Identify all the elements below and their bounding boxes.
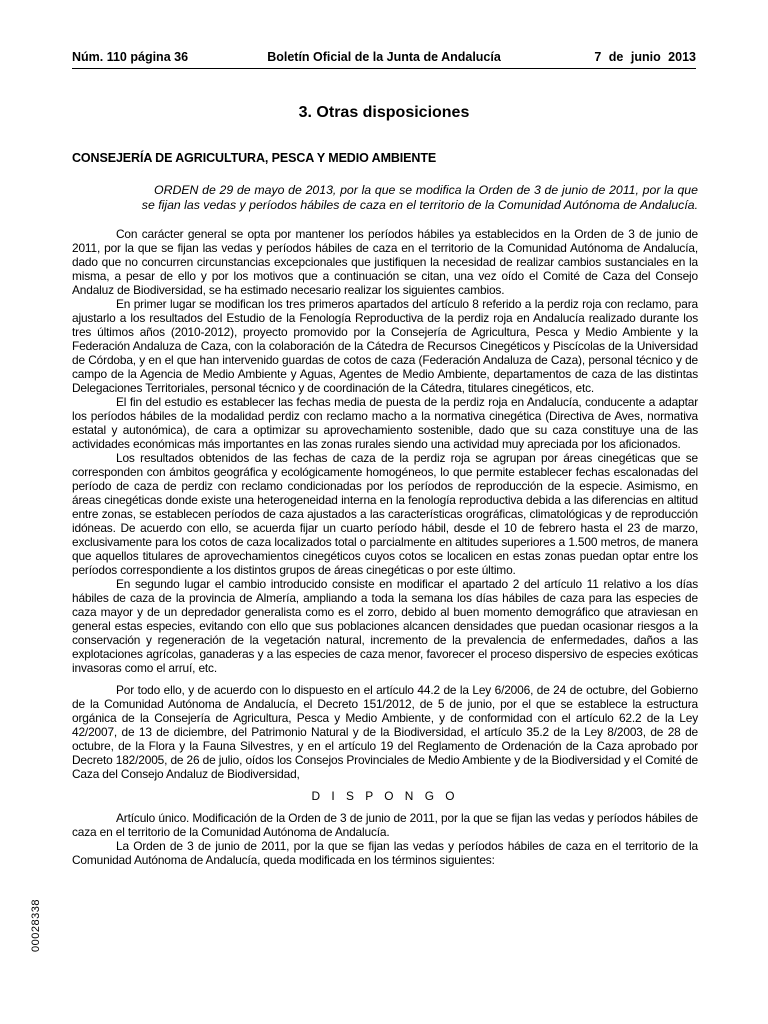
decree-heading: D I S P O N G O bbox=[311, 789, 459, 803]
side-code-container bbox=[30, 899, 44, 1012]
document-code: 00028338 bbox=[30, 899, 42, 952]
paragraph: Con carácter general se opta por mantener los períodos hábiles ya establecidos en la Orden de 3 de junio de 2011, por la que se fijan las vedas y períodos hábiles de caza en el territorio de la Comunidad Autónoma de Andalucía, dado que no concurren circunstancias excepcionales que justifiquen la necesidad de realizar cambios sustanciales en la misma, a pesar de ello y por los motivos que a continuación se citan, una vez oído el Comité de Caza del Consejo Andaluz de Biodiversidad, se ha estimado necesario realizar los siguientes cambios. bbox=[72, 227, 698, 297]
paragraph: Los resultados obtenidos de las fechas de caza de la perdiz roja se agrupan por áreas cinegéticas que se corresponden con ámbitos geográfica y ecológicamente homogéneos, lo que permite establecer fechas escalonadas del período de caza de perdiz con reclamo condicionadas por los períodos de reproducción de la especie. Asimismo, en áreas cinegéticas donde existe una heterogeneidad interna en la fenología reproductiva debida a las diferencias en altitud entre zonas, se establecen períodos de caza ajustados a las características orográficas, climatológicas y de reproducción idóneas. De acuerdo con ello, se acuerda fijar un cuarto período hábil, desde el 10 de febrero hasta el 23 de marzo, exclusivamente para los cotos de caza localizados total o parcialmente en altitudes superiores a 1.500 metros, de manera que aquellos titulares de aprovechamientos cinegéticos cuyos cotos se localicen en estas zonas puedan optar entre los períodos correspondiente a los distintos grupos de áreas cinegéticas o por este último. bbox=[72, 451, 698, 577]
document-body bbox=[72, 227, 698, 867]
paragraph: Por todo ello, y de acuerdo con lo dispuesto en el artículo 44.2 de la Ley 6/2006, de 24 de octubre, del Gobierno de la Comunidad Autónoma de Andalucía, el Decreto 151/2012, de 5 de junio, por el que se establece la estructura orgánica de la Consejería de Agricultura, Pesca y Medio Ambiente, y de conformidad con el artículo 62.2 de la Ley 42/2007, de 13 de diciembre, del Patrimonio Natural y de la Biodiversidad, el artículo 35.2 de la Ley 8/2003, de 28 de octubre, de la Flora y la Fauna Silvestres, y en el artículo 19 del Reglamento de Ordenación de la Caza aprobado por Decreto 182/2005, de 26 de julio, oídos los Consejos Provinciales de Medio Ambiente y de la Biodiversidad y el Comité de Caza del Consejo Andaluz de Biodiversidad, bbox=[72, 683, 698, 781]
department-heading: CONSEJERÍA DE AGRICULTURA, PESCA Y MEDIO AMBIENTE bbox=[72, 151, 437, 165]
section-title: 3. Otras disposiciones bbox=[298, 104, 470, 121]
page-header bbox=[72, 50, 696, 69]
order-title: ORDEN de 29 de mayo de 2013, por la que se modifica la Orden de 3 de junio de 2011, por la que se fijan las vedas y períodos hábiles de caza en el territorio de la Comunidad Autónoma de Andalucía. bbox=[141, 183, 698, 212]
paragraph: En segundo lugar el cambio introducido consiste en modificar el apartado 2 del artículo 11 relativo a los días hábiles de caza de la provincia de Almería, ampliando a toda la semana los días hábiles de caza para las especies de caza mayor y de un depredador generalista como es el zorro, debido al buen momento demográfico que atraviesan en general estas especies, evitando con ello que sus poblaciones alcancen densidades que puedan ocasionar riesgos a la conservación y regeneración de la vegetación natural, incremento de la prevalencia de enfermedades, daños a las explotaciones agrícolas, ganaderas y a las especies de caza menor, favorecer el proceso dispersivo de especies exóticas invasoras como el arruí, etc. bbox=[72, 577, 698, 675]
publication-date: 7 de junio 2013 bbox=[594, 50, 696, 64]
article-paragraph: La Orden de 3 de junio de 2011, por la que se fijan las vedas y períodos hábiles de caza en el territorio de la Comunidad Autónoma de Andalucía, queda modificada en los términos siguientes: bbox=[72, 839, 698, 867]
article-paragraph: Artículo único. Modificación de la Orden de 3 de junio de 2011, por la que se fijan las vedas y períodos hábiles de caza en el territorio de la Comunidad Autónoma de Andalucía. bbox=[72, 811, 698, 839]
paragraph: En primer lugar se modifican los tres primeros apartados del artículo 8 referido a la perdiz roja con reclamo, para ajustarlo a los resultados del Estudio de la Fenología Reproductiva de la perdiz roja en Andalucía realizado durante los tres últimos años (2010-2012), proyecto promovido por la Consejería de Agricultura, Pesca y Medio Ambiente y la Federación Andaluza de Caza, con la colaboración de la Cátedra de Recursos Cinegéticos y Piscícolas de la Universidad de Córdoba, y en el que han intervenido guardas de cotos de caza (Federación Andaluza de Caza), personal técnico y de campo de la Agencia de Medio Ambiente y Aguas, Agentes de Medio Ambiente, departamentos de caza de las distintas Delegaciones Territoriales, personal técnico y de coordinación de la Cátedra, titulares cinegéticos, etc. bbox=[72, 297, 698, 395]
issue-page-number: Núm. 110 página 36 bbox=[72, 50, 189, 64]
paragraph: El fin del estudio es establecer las fechas media de puesta de la perdiz roja en Andalucía, conducente a adaptar los períodos hábiles de la modalidad perdiz con reclamo macho a la normativa cinegética (Directiva de Aves, normativa estatal y autonómica), de cara a optimizar su aprovechamiento sostenible, dado que su caza constituye una de las actividades económicas más importantes en las zonas rurales siendo una actividad muy apreciada por los aficionados. bbox=[72, 395, 698, 451]
bulletin-name: Boletín Oficial de la Junta de Andalucía bbox=[267, 50, 501, 64]
